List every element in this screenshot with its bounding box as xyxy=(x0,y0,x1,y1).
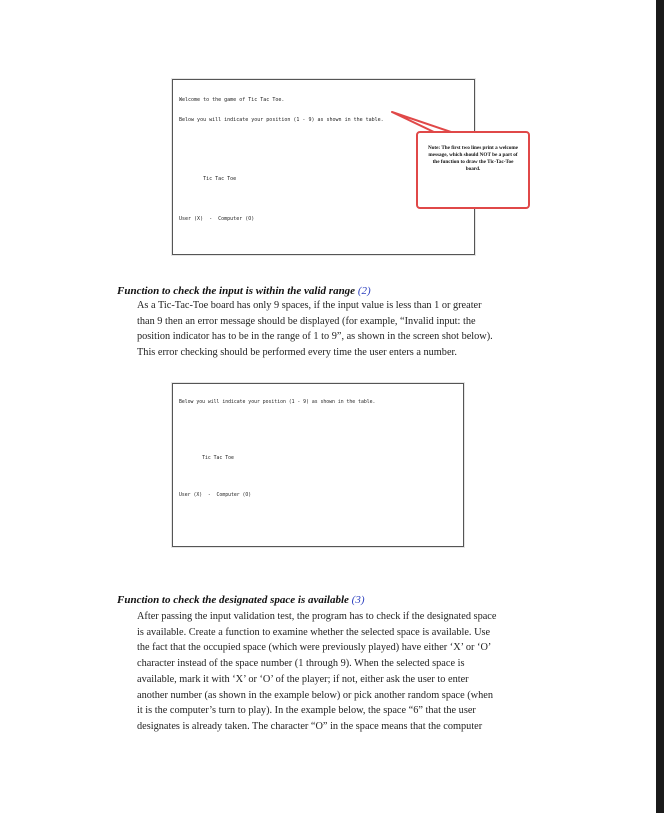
section-ref: (2) xyxy=(357,285,371,297)
console-line: User (X) - Computer (O) xyxy=(179,215,255,222)
console-line xyxy=(179,475,463,481)
console-line xyxy=(179,438,463,444)
paragraph-line: than 9 then an error message should be displayed (for example, “Invalid input: the xyxy=(137,315,476,327)
paragraph-space-available xyxy=(137,609,579,735)
paragraph-line: character instead of the space number (1 through 9). When the selected space is xyxy=(137,658,465,670)
paragraph-line: is available. Create a function to examine whether the selected space is available. Use xyxy=(137,626,491,638)
note-callout xyxy=(416,131,530,209)
section-heading-valid-range: Function to check the input is within the valid range (2) xyxy=(117,285,371,297)
console-line xyxy=(179,512,463,518)
paragraph-valid-range xyxy=(137,298,579,361)
paragraph-line: it is the computer’s turn to play). In the example below, the space “6” that the user xyxy=(137,705,476,717)
console-line xyxy=(179,236,474,243)
console-line: Welcome to the game of Tic Tac Toe. xyxy=(179,97,285,104)
paragraph-line: another number (as shown in the example below) or pick another random space (when xyxy=(137,689,493,701)
paragraph-line: the fact that the occupied space (which were previously played) have either ‘X’ or ‘O’ xyxy=(137,642,492,654)
paragraph-line: This error checking should be performed every time the user enters a number. xyxy=(137,347,457,359)
paragraph-line: After passing the input validation test, the program has to check if the designated space xyxy=(137,611,497,622)
section-heading-space-available: Function to check the designated space is available (3) xyxy=(117,594,365,606)
note-callout-text: Note: The first two lines print a welcome message, which should NOT be a part of the function to draw the Tic-Tac-Toe board. xyxy=(428,145,518,172)
console-line: User (X) - Computer (O) xyxy=(179,493,252,499)
console-line xyxy=(179,419,463,425)
paragraph-line: available, mark it with ‘X’ or ‘O’ of the player; if not, either ask the user to enter xyxy=(137,673,469,685)
console-line: Below you will indicate your position (1 - 9) as shown in the table. xyxy=(179,116,384,123)
console-line xyxy=(179,531,463,537)
section-ref: (3) xyxy=(351,594,365,606)
console-line: Tic Tac Toe xyxy=(179,176,237,183)
paragraph-line: As a Tic-Tac-Toe board has only 9 spaces, if the input value is less than 1 or greater xyxy=(137,300,482,311)
console-screenshot-invalid-input xyxy=(172,383,464,547)
console-line: Below you will indicate your position (1 - 9) as shown in the table. xyxy=(179,400,376,406)
paragraph-line: position indicator has to be in the range of 1 to 9”, as shown in the screen shot below). xyxy=(137,331,493,343)
paragraph-line: designates is already taken. The character “O” in the space means that the computer xyxy=(137,720,483,732)
page-edge-bar xyxy=(656,0,664,813)
console-line: Tic Tac Toe xyxy=(179,456,234,462)
